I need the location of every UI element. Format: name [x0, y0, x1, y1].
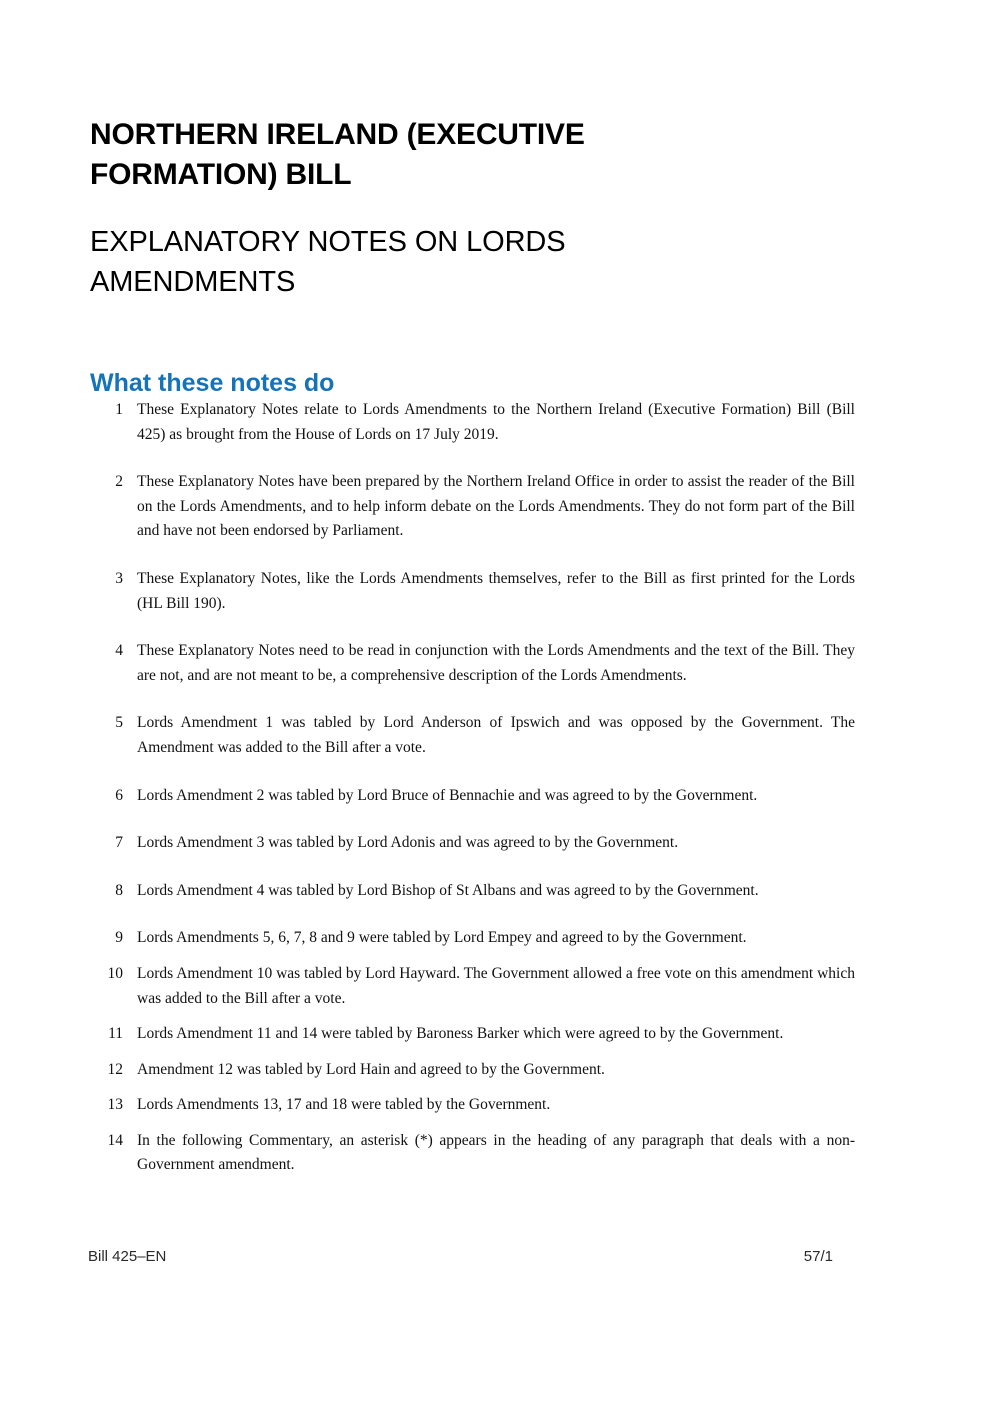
note-number: 9: [115, 929, 123, 947]
footer-page-number: 57/1: [803, 1248, 833, 1265]
note-item: [95, 711, 855, 760]
note-text: These Explanatory Notes have been prepared by the Northern Ireland Office in order to assist the reader of the Bill on the Lords Amendments, and to help inform debate on the Lords Amendments. They do not form part of the Bill and have not been endorsed by Parliament.: [137, 473, 855, 540]
note-text: Lords Amendments 5, 6, 7, 8 and 9 were tabled by Lord Empey and agreed to by the Government.: [137, 929, 747, 947]
footer-bill-reference: Bill 425–EN: [88, 1248, 167, 1265]
note-number: 7: [115, 834, 123, 852]
note-number: 6: [115, 786, 123, 804]
note-item: [95, 567, 855, 616]
note-number: 3: [115, 569, 123, 587]
note-number: 13: [107, 1096, 123, 1114]
note-item: [95, 1093, 855, 1118]
note-number: 2: [115, 473, 123, 491]
note-text: Lords Amendment 10 was tabled by Lord Hayward. The Government allowed a free vote on this amendment which was added to the Bill after a vote.: [137, 964, 855, 1007]
note-number: 12: [107, 1060, 123, 1078]
note-text: These Explanatory Notes need to be read in conjunction with the Lords Amendments and the text of the Bill. They are not, and are not meant to be, a comprehensive description of the Lords Amendments.: [137, 642, 855, 684]
note-number: 1: [115, 401, 123, 418]
explanatory-notes-list: [95, 398, 855, 1189]
note-text: Lords Amendments 13, 17 and 18 were tabled by the Government.: [137, 1096, 551, 1114]
page-title: NORTHERN IRELAND (EXECUTIVE FORMATION) BILL: [90, 118, 585, 192]
note-number: 8: [115, 881, 123, 899]
note-text: Lords Amendment 11 and 14 were tabled by Baroness Barker which were agreed to by the Government.: [137, 1025, 784, 1043]
note-item: [95, 639, 855, 688]
page-subtitle: EXPLANATORY NOTES ON LORDS AMENDMENTS: [90, 226, 566, 299]
note-number: 4: [115, 642, 123, 660]
note-number: 5: [115, 714, 123, 732]
note-item: [95, 831, 855, 856]
note-item: [95, 784, 855, 809]
note-text: Lords Amendment 2 was tabled by Lord Bruce of Bennachie and was agreed to by the Government.: [137, 786, 758, 804]
note-number: 10: [107, 964, 123, 982]
section-heading-what-these-notes-do: What these notes do: [90, 369, 335, 397]
note-item: [95, 398, 855, 447]
note-text: These Explanatory Notes, like the Lords Amendments themselves, refer to the Bill as first printed for the Lords (HL Bill 190).: [137, 569, 855, 612]
page-footer: [88, 1248, 833, 1265]
note-text: Amendment 12 was tabled by Lord Hain and agreed to by the Government.: [137, 1060, 605, 1078]
note-item: [95, 470, 855, 544]
note-text: Lords Amendment 4 was tabled by Lord Bishop of St Albans and was agreed to by the Government.: [137, 881, 759, 899]
note-item: [95, 962, 855, 1011]
note-item: [95, 926, 855, 951]
note-item: [95, 1058, 855, 1083]
note-text: Lords Amendment 1 was tabled by Lord Anderson of Ipswich and was opposed by the Government. The Amendment was added to the Bill after a vote.: [137, 714, 855, 756]
note-number: 14: [107, 1131, 123, 1149]
note-text: Lords Amendment 3 was tabled by Lord Adonis and was agreed to by the Government.: [137, 834, 679, 852]
note-text: In the following Commentary, an asterisk (*) appears in the heading of any paragraph that deals with a non-Government amendment.: [137, 1131, 855, 1174]
note-item: [95, 879, 855, 904]
note-number: 11: [108, 1025, 123, 1043]
note-item: [95, 1129, 855, 1178]
note-text: These Explanatory Notes relate to Lords Amendments to the Northern Ireland (Executive Formation) Bill (Bill 425) as brought from the House of Lords on 17 July 2019.: [137, 401, 855, 443]
note-item: [95, 1022, 855, 1047]
